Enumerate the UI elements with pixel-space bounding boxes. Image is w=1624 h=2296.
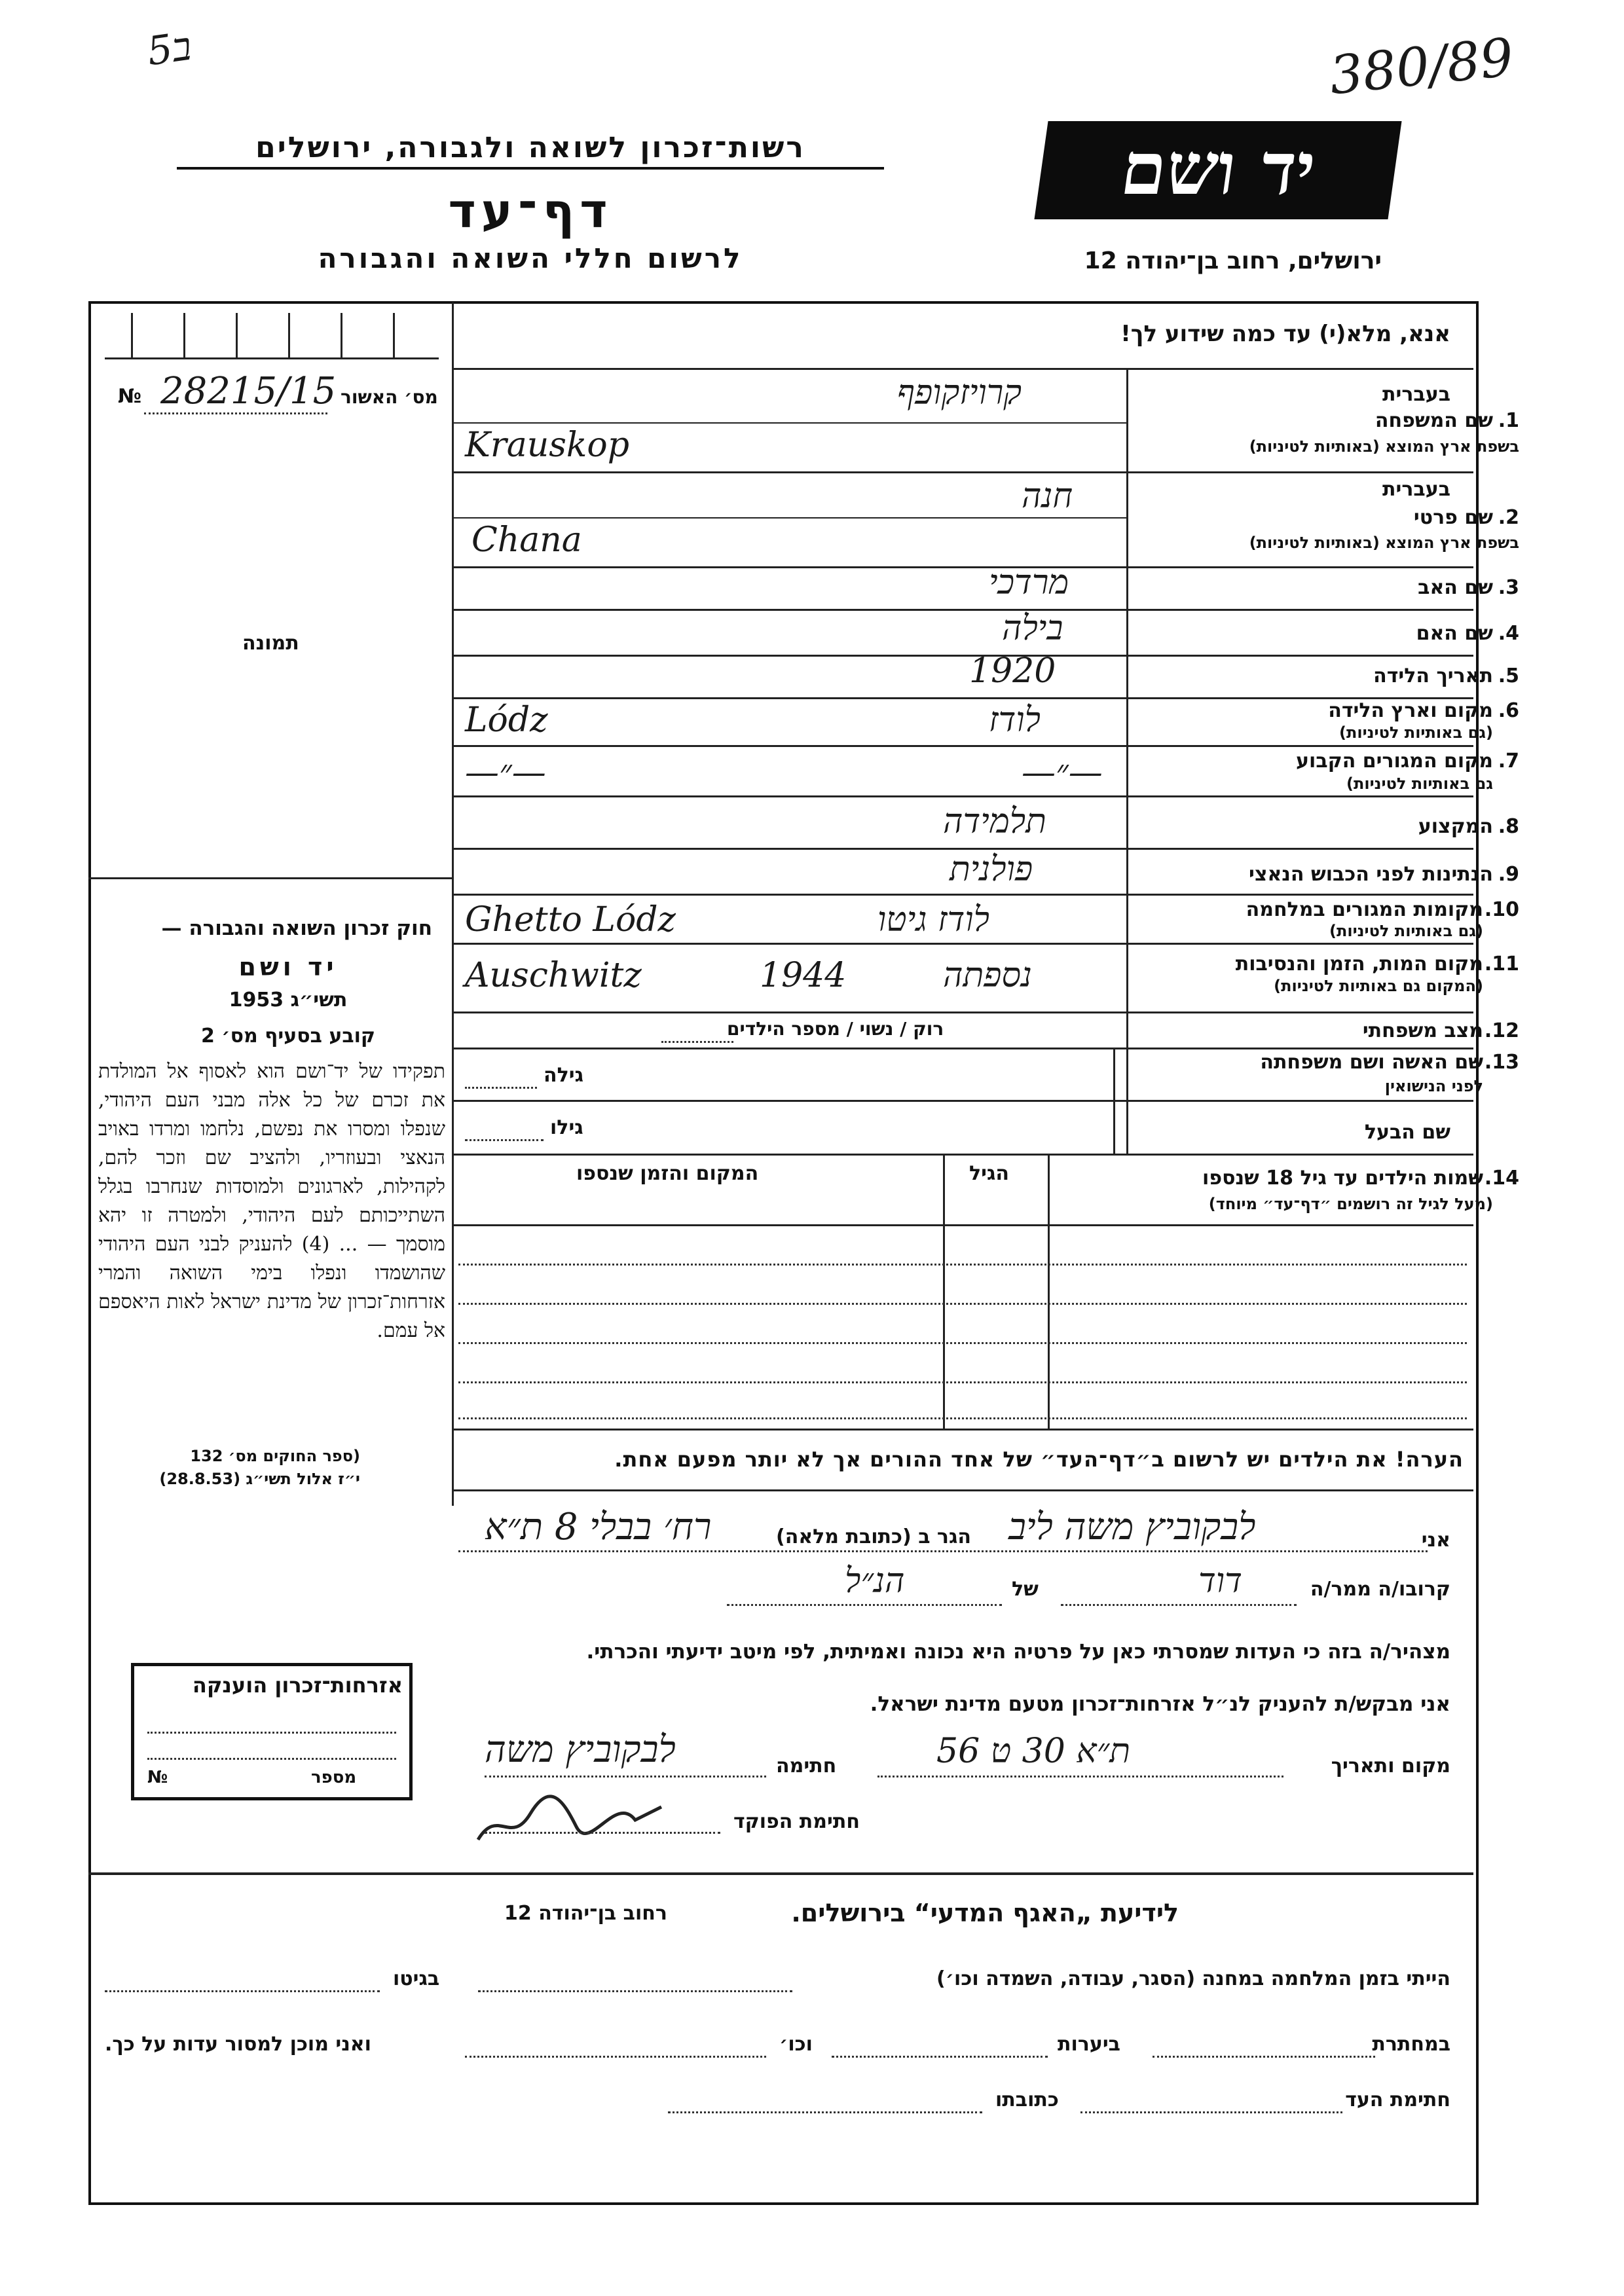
row-divider	[452, 1011, 1473, 1013]
place-date-label: מקום ותאריך	[1331, 1755, 1450, 1777]
citizenship-line	[147, 1758, 396, 1760]
husband-label: שם הבעל	[1364, 1121, 1450, 1144]
field-1-hebrew-tag: בעברית	[1382, 383, 1450, 406]
bottom-line2-field-c	[465, 2056, 766, 2058]
file-reference: 380/89	[1326, 26, 1517, 107]
field-6-value-hebrew: לודז	[989, 701, 1041, 740]
field-8-number: 8.	[1498, 815, 1519, 838]
officer-line	[485, 1832, 720, 1834]
field-3-value: מרדכי	[989, 563, 1069, 602]
husband-age-label: גילו	[550, 1116, 583, 1139]
bottom-line3-address: כתובתו	[995, 2088, 1059, 2111]
declaration-line-2	[1061, 1604, 1297, 1606]
field-13-sub: לפני הנישואין	[1384, 1077, 1483, 1095]
row-divider	[452, 697, 1473, 699]
citizenship-title: אזרחות־זכרון הוענקה	[192, 1673, 403, 1698]
field-2-label: שם פרטי	[1413, 506, 1493, 529]
field-10-number: 10.	[1484, 898, 1519, 921]
law-date: י״ז אלול תשי״ג (28.8.53)	[159, 1470, 360, 1488]
bottom-line1-camp: הייתי בזמן המלחמה במחנה (הסגר, עבודה, השמדה וכו׳)	[936, 1967, 1450, 1990]
corner-mark: 5ב	[144, 23, 194, 75]
approval-number: 28215/15	[160, 370, 337, 412]
bottom-divider	[88, 1872, 1473, 1875]
children-table-bottom	[452, 1429, 1473, 1430]
bottom-line2-testimony: ואני מוכן למסור עדות על כך.	[105, 2033, 371, 2056]
children-number: 14.	[1484, 1167, 1519, 1190]
bottom-line1-ghetto: בגיטו	[393, 1967, 440, 1990]
declaration-statement: מצהיר/ה בזה כי העדות שמסרתי כאן על פרטיה היא נכונה ואמיתית, לפי מיטב ידיעתי והכרתי.	[586, 1640, 1450, 1664]
field-9-value: פולנית	[950, 850, 1033, 889]
declaration-of: של	[1012, 1578, 1039, 1601]
field-6-value-latin: Lódz	[465, 701, 548, 740]
form-title: דף־עד	[448, 183, 613, 238]
bottom-line1-field-a	[478, 1990, 792, 1992]
field-4-label: שם האם	[1416, 622, 1493, 645]
citizenship-line	[147, 1732, 396, 1734]
law-clause: קובע בסעיף מס׳ 2	[200, 1025, 376, 1048]
law-body: תפקידו של יד־ושם הוא לאסוף אל המולדת את זכרם של כל אלה מבני העם היהודי, שנפלו ומסרו את נפשם, נלחמו ומרדו באויב הנאצי ובעוזריו, ולהציב שם וזכר להם, לקהילות, לארגונים ולמוסדות שנחרבו בגלל השתייכותם לעם היהודי, ולמטרה זו יהא מוסמך — ... (4) להעניק לבני העם היהודי שהושמדו ונפלו בימי השואה והמרי אזרחות־זכרון של מדינת ישראל לאות היאספם אל עמם.	[98, 1060, 445, 1342]
place-date-value: ת״א 30 ט 56	[936, 1732, 1131, 1771]
approval-label: מס׳ האשור	[341, 386, 438, 408]
bottom-heading-address: רחוב בן־יהודה 12	[504, 1902, 667, 1925]
declaration-line-1	[458, 1550, 1428, 1552]
field-2-value-hebrew: חנה	[1022, 477, 1073, 516]
children-row	[458, 1264, 1467, 1266]
declaration-ani: אני	[1421, 1529, 1450, 1552]
field-11-value-year: 1944	[760, 956, 847, 995]
field-10-value-latin: Ghetto Lódz	[465, 900, 676, 939]
label-column-divider	[1126, 368, 1128, 1154]
children-header-age: הגיל	[969, 1162, 1009, 1185]
field-12-number: 12.	[1484, 1019, 1519, 1042]
logo-text: יד ושם	[1115, 126, 1321, 211]
declaration-name: לבקוביץ משה ליב	[1008, 1506, 1256, 1548]
declaration-relation: דוד	[1198, 1561, 1242, 1601]
children-header-names: שמות הילדים עד גיל 18 שנספו	[1202, 1167, 1483, 1190]
signature-line	[485, 1776, 766, 1777]
field-10-sub: (גם באותיות לטיניות)	[1329, 922, 1483, 940]
field-3-label: שם האב	[1418, 576, 1493, 599]
note: הערה! את הילדים יש לרשום ב״דף־העד״ של אחד ההורים אך לא יותר מפעם אחת.	[614, 1447, 1464, 1472]
field-7-number: 7.	[1498, 750, 1519, 773]
field-1-number: 1.	[1498, 409, 1519, 432]
row-divider	[452, 655, 1473, 657]
officer-label: חתימת הפוקד	[733, 1810, 860, 1833]
row-divider	[452, 609, 1473, 611]
row-divider	[452, 894, 1473, 896]
instructions: אנא, מלא(י) עד כמה שידוע לך!	[1120, 321, 1450, 347]
field-5-value: 1920	[969, 651, 1056, 691]
field-1-label: שם המשפחה	[1375, 409, 1493, 432]
field-2-value-latin: Chana	[471, 520, 582, 560]
bottom-line2-field-b	[832, 2056, 1048, 2058]
citizenship-number-label: מספר	[311, 1768, 357, 1787]
children-header-place: המקום והזמן שנספו	[576, 1162, 759, 1185]
field-1-value-latin: Krauskop	[465, 426, 629, 465]
field-12-inline: רוק / נשוי / מספר הילדים	[727, 1018, 944, 1040]
row-divider	[452, 471, 1473, 473]
field-7-sub: גם באותיות לטיניות)	[1346, 774, 1493, 793]
approval-number-line	[144, 412, 327, 414]
field-2-sub: בשפת ארץ המוצא (באותיות לטיניות)	[1249, 534, 1519, 552]
row-divider	[452, 1100, 1473, 1102]
row-subdivider	[452, 517, 1126, 519]
law-source: (ספר החוקים מס׳ 132	[190, 1447, 360, 1465]
field-11-value-latin: Auschwitz	[465, 956, 642, 995]
field-7-value-hebrew: —״—	[1022, 753, 1103, 792]
field-1-value-hebrew: קרויזקופף	[897, 373, 1022, 412]
authority-name: רשות־זכרון לשואה ולגבורה, ירושלים	[177, 131, 884, 170]
bottom-line2-forests: ביערות	[1058, 2033, 1120, 2056]
signature-value: לבקוביץ משה	[485, 1728, 676, 1771]
husband-age-line	[465, 1139, 544, 1141]
institute-address: ירושלים, רחוב בן־יהודה 12	[1084, 247, 1382, 274]
law-year: תשי״ג 1953	[229, 989, 348, 1011]
field-9-label: הנתינות לפני הכבוש הנאצי	[1249, 863, 1493, 886]
field-11-number: 11.	[1484, 953, 1519, 975]
law-title: חוק זכרון השואה והגבורה —	[161, 917, 432, 940]
field-4-number: 4.	[1498, 622, 1519, 645]
declaration-of-value: הנ״ל	[845, 1561, 905, 1601]
note-divider	[452, 1489, 1473, 1491]
form-subtitle: לרשום חללי השואה והגבורה	[318, 242, 743, 274]
place-date-line	[877, 1776, 1283, 1777]
field-11-value-hebrew: נספתה	[943, 956, 1032, 995]
field-2-hebrew-tag: בעברית	[1382, 478, 1450, 501]
approval-number-sign: №	[118, 385, 142, 408]
row-divider	[452, 1154, 1473, 1156]
field-5-label: תאריך הלידה	[1373, 665, 1493, 687]
bottom-line2-field-a	[1153, 2056, 1375, 2058]
law-logo: יד ושם	[238, 953, 338, 981]
declaration-address: רח׳ בבלי 8 ת״א	[485, 1506, 712, 1548]
row-divider	[452, 943, 1473, 945]
bottom-heading: לידיעת „האגף המדעי“ בירושלים.	[791, 1899, 1179, 1927]
field-10-value-hebrew: לודז גיטו	[877, 900, 990, 939]
field-12-label: מצב משפחתי	[1362, 1019, 1483, 1042]
field-13-age-line	[465, 1087, 537, 1089]
approval-tick-boxes	[105, 313, 439, 359]
field-11-sub: (המקום גם באותיות לטיניות)	[1274, 977, 1483, 995]
field-2-number: 2.	[1498, 506, 1519, 529]
row-divider	[452, 566, 1473, 568]
field-11-label: מקום המות, הזמן והנסיבות	[1235, 953, 1483, 975]
field-9-number: 9.	[1498, 863, 1519, 886]
field-8-label: המקצוע	[1418, 815, 1493, 838]
bottom-line3-witness-signature: חתימת העד	[1345, 2088, 1450, 2111]
bottom-line3-field-a	[1080, 2111, 1342, 2113]
field-5-number: 5.	[1498, 665, 1519, 687]
field-12-line	[661, 1041, 733, 1043]
children-row	[458, 1417, 1467, 1419]
signature-label: חתימה	[776, 1755, 837, 1777]
bottom-line1-field-b	[105, 1990, 380, 1992]
field-7-label: מקום המגורים הקבוע	[1296, 750, 1493, 773]
children-col-divider-2	[943, 1154, 945, 1429]
field-3-number: 3.	[1498, 576, 1519, 599]
bottom-line3-field-b	[668, 2111, 982, 2113]
children-header-bottom	[452, 1224, 1473, 1226]
children-col-divider-1	[1048, 1154, 1050, 1429]
children-header-names-sub: (מעל לגיל זה רושמים ״דף־עד״ מיוחד)	[1208, 1195, 1493, 1213]
field-6-label: מקום וארץ הלידה	[1328, 699, 1493, 722]
left-column-divider	[452, 302, 454, 1506]
declaration-request: אני מבקש/ת להעניק לנ״ל אזרחות־זכרון מטעם מדינת ישראל.	[870, 1692, 1450, 1716]
citizenship-box	[131, 1663, 413, 1800]
row-divider	[452, 1048, 1473, 1049]
field-13-label: שם האשה ושם משפחתה	[1260, 1051, 1483, 1074]
row-subdivider	[452, 422, 1126, 424]
field-8-value: תלמידה	[943, 802, 1046, 841]
children-row	[458, 1342, 1467, 1344]
field-10-label: מקומות המגורים במלחמה	[1246, 898, 1483, 921]
declaration-line-3	[727, 1604, 1002, 1606]
field-6-number: 6.	[1498, 699, 1519, 722]
field-4-value: בילה	[1002, 609, 1063, 648]
children-row	[458, 1381, 1467, 1383]
photo-label: תמונה	[242, 632, 299, 655]
field-6-sub: (גם באותיות לטיניות)	[1339, 723, 1493, 742]
field-13-number: 13.	[1484, 1051, 1519, 1074]
children-row	[458, 1303, 1467, 1305]
instructions-divider	[452, 368, 1473, 370]
row-divider	[452, 745, 1473, 747]
bottom-line2-underground: במחתרת	[1372, 2033, 1450, 2056]
row-divider	[452, 795, 1473, 797]
yad-vashem-logo	[1034, 121, 1401, 219]
citizenship-number-sign: №	[147, 1768, 168, 1787]
field-1-sub: בשפת ארץ המוצא (באותיות לטיניות)	[1249, 437, 1519, 456]
field-13-age-label: גילה	[544, 1064, 583, 1087]
bottom-line2-etc: וכו׳	[779, 2033, 813, 2056]
declaration-relative: קרובו/ה ממר/ה	[1310, 1578, 1450, 1601]
declaration-lives-at: הגר ב (כתובת מלאה)	[776, 1525, 972, 1548]
photo-bottom-divider	[88, 877, 452, 879]
spouse-divider	[1113, 1048, 1115, 1154]
field-7-value-latin: —״—	[465, 753, 546, 792]
officer-signature	[471, 1781, 668, 1853]
